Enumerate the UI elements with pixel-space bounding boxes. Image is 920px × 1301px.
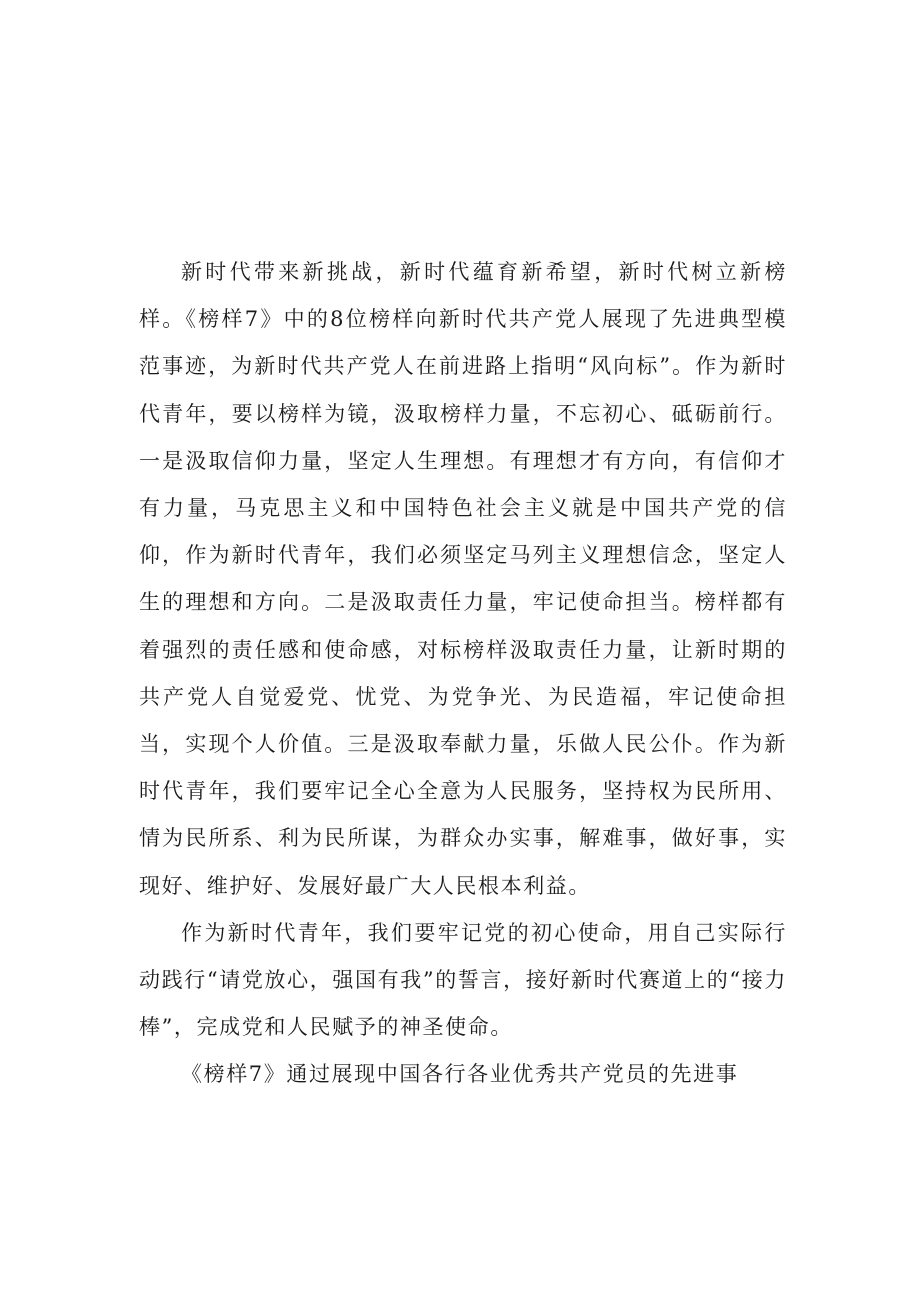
paragraph-1: 新时代带来新挑战，新时代蕴育新希望，新时代树立新榜样。《榜样7》中的8位榜样向新时代共产党人展现了先进典型模范事迹，为新时代共产党人在前进路上指明“风向标”。作为新时代青年，要以榜样为镜，汲取榜样力量，不忘初心、砥砺前行。一是汲取信仰力量，坚定人生理想。有理想才有方向，有信仰才有力量，马克思主义和中国特色社会主义就是中国共产党的信仰，作为新时代青年，我们必须坚定马列主义理想信念，坚定人生的理想和方向。二是汲取责任力量，牢记使命担当。榜样都有着强烈的责任感和使命感，对标榜样汲取责任力量，让新时期的共产党人自觉爱党、忧党、为党争光、为民造福，牢记使命担当，实现个人价值。三是汲取奉献力量，乐做人民公仆。作为新时代青年，我们要牢记全心全意为人民服务，坚持权为民所用、情为民所系、利为民所谋，为群众办实事，解难事，做好事，实现好、维护好、发展好最广大人民根本利益。	[139, 260, 787, 898]
paragraph-3: 《榜样7》通过展现中国各行各业优秀共产党员的先进事	[181, 1062, 739, 1087]
paragraph-2: 作为新时代青年，我们要牢记党的初心使命，用自己实际行动践行“请党放心，强国有我”的誓言，接好新时代赛道上的“接力棒”，完成党和人民赋予的神圣使命。	[139, 920, 787, 1040]
body-text	[139, 249, 787, 1099]
